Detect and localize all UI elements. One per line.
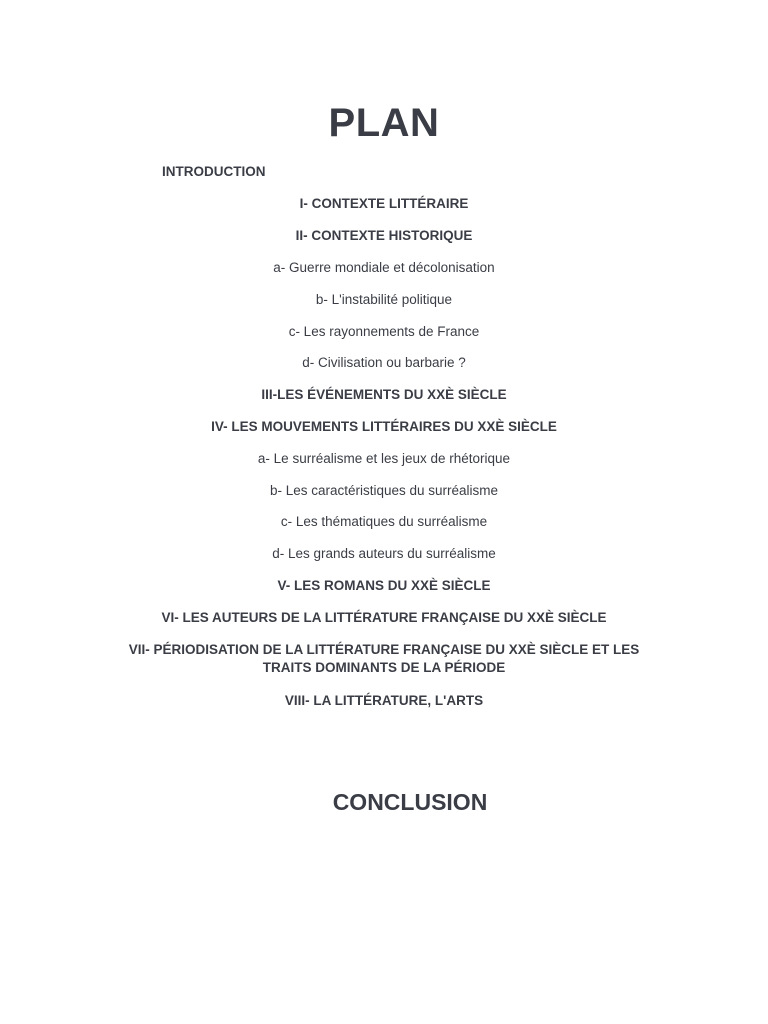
outline-item-4: IV- LES MOUVEMENTS LITTÉRAIRES DU XXÈ SIÈCLE (211, 419, 557, 434)
outline-item-1: I- CONTEXTE LITTÉRAIRE (299, 196, 469, 211)
outline-subitem-4a: a- Le surréalisme et les jeux de rhétorique (257, 451, 511, 466)
introduction-heading: INTRODUCTION (162, 164, 266, 179)
outline-item-3: III-LES ÉVÉNEMENTS DU XXÈ SIÈCLE (261, 387, 507, 402)
outline-item-2: II- CONTEXTE HISTORIQUE (295, 228, 473, 243)
outline-subitem-2b: b- L'instabilité politique (315, 292, 453, 307)
outline-subitem-2a: a- Guerre mondiale et décolonisation (273, 260, 495, 275)
outline-subitem-4c: c- Les thématiques du surréalisme (280, 514, 488, 529)
outline-item-8: VIII- LA LITTÉRATURE, L'ARTS (284, 693, 484, 708)
conclusion-heading: CONCLUSION (332, 789, 488, 815)
outline-item-5: V- LES ROMANS DU XXÈ SIÈCLE (277, 578, 491, 593)
outline-subitem-2d: d- Civilisation ou barbarie ? (302, 355, 466, 370)
outline-subitem-4d: d- Les grands auteurs du surréalisme (272, 546, 496, 561)
outline-item-6: VI- LES AUTEURS DE LA LITTÉRATURE FRANÇAISE DU XXÈ SIÈCLE (161, 610, 607, 625)
outline-subitem-2c: c- Les rayonnements de France (288, 324, 480, 339)
outline-item-7: VII- PÉRIODISATION DE LA LITTÉRATURE FRANÇAISE DU XXÈ SIÈCLE ET LES TRAITS DOMINANTS DE LA PÉRIODE (128, 642, 640, 675)
outline-subitem-4b: b- Les caractéristiques du surréalisme (269, 483, 499, 498)
page-title: PLAN (328, 101, 440, 145)
